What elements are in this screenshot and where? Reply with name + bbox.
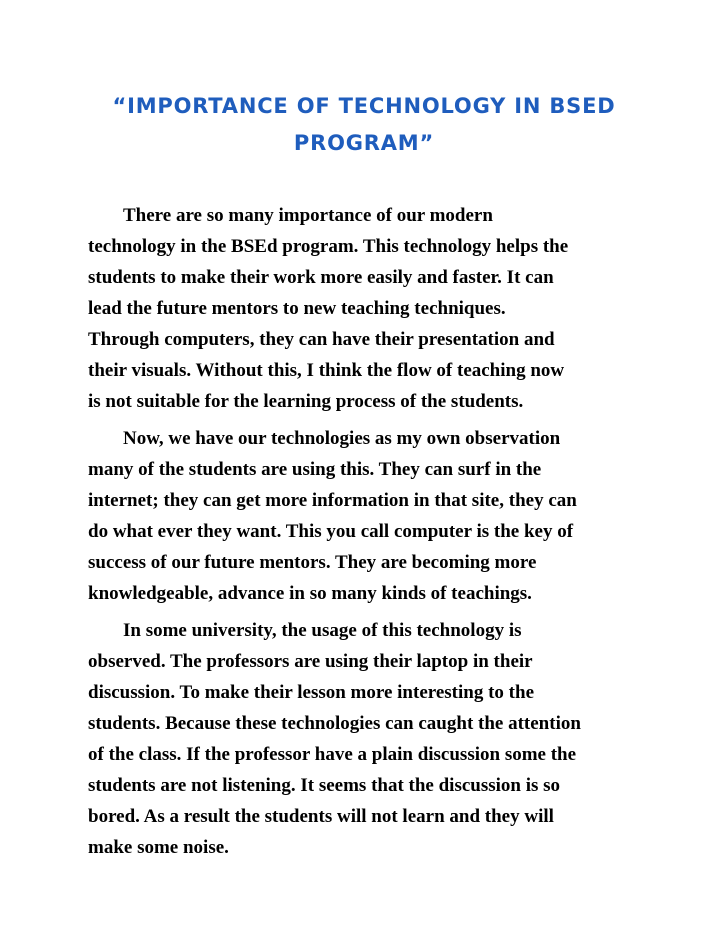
text-line: students. Because these technologies can caught the attention [88,713,581,734]
title-line: “IMPORTANCE OF TECHNOLOGY IN BSED [112,94,616,118]
text-line: Through computers, they can have their presentation and [88,329,555,350]
text-line: students are not listening. It seems that the discussion is so [88,775,561,796]
text-line: In some university, the usage of this technology is [123,620,522,641]
document-title [88,88,640,162]
paragraph-1 [88,200,648,417]
text-line: lead the future mentors to new teaching techniques. [88,298,506,319]
text-line: technology in the BSEd program. This technology helps the [88,236,569,257]
text-line: make some noise. [88,837,229,858]
text-line: observed. The professors are using their laptop in their [88,651,533,672]
text-line: There are so many importance of our modern [123,205,493,226]
text-line: success of our future mentors. They are becoming more [88,552,537,573]
text-line: students to make their work more easily and faster. It can [88,267,554,288]
document-body [88,200,648,869]
paragraph-3 [88,615,648,863]
paragraph-2 [88,423,648,609]
text-line: discussion. To make their lesson more interesting to the [88,682,534,703]
title-line: PROGRAM” [293,131,435,155]
text-line: is not suitable for the learning process of the students. [88,391,524,412]
text-line: do what ever they want. This you call computer is the key of [88,521,574,542]
text-line: knowledgeable, advance in so many kinds of teachings. [88,583,532,604]
text-line: Now, we have our technologies as my own observation [123,428,561,449]
text-line: bored. As a result the students will not learn and they will [88,806,554,827]
text-line: internet; they can get more information in that site, they can [88,490,577,511]
text-line: many of the students are using this. They can surf in the [88,459,542,480]
text-line: their visuals. Without this, I think the flow of teaching now [88,360,565,381]
text-line: of the class. If the professor have a plain discussion some the [88,744,577,765]
